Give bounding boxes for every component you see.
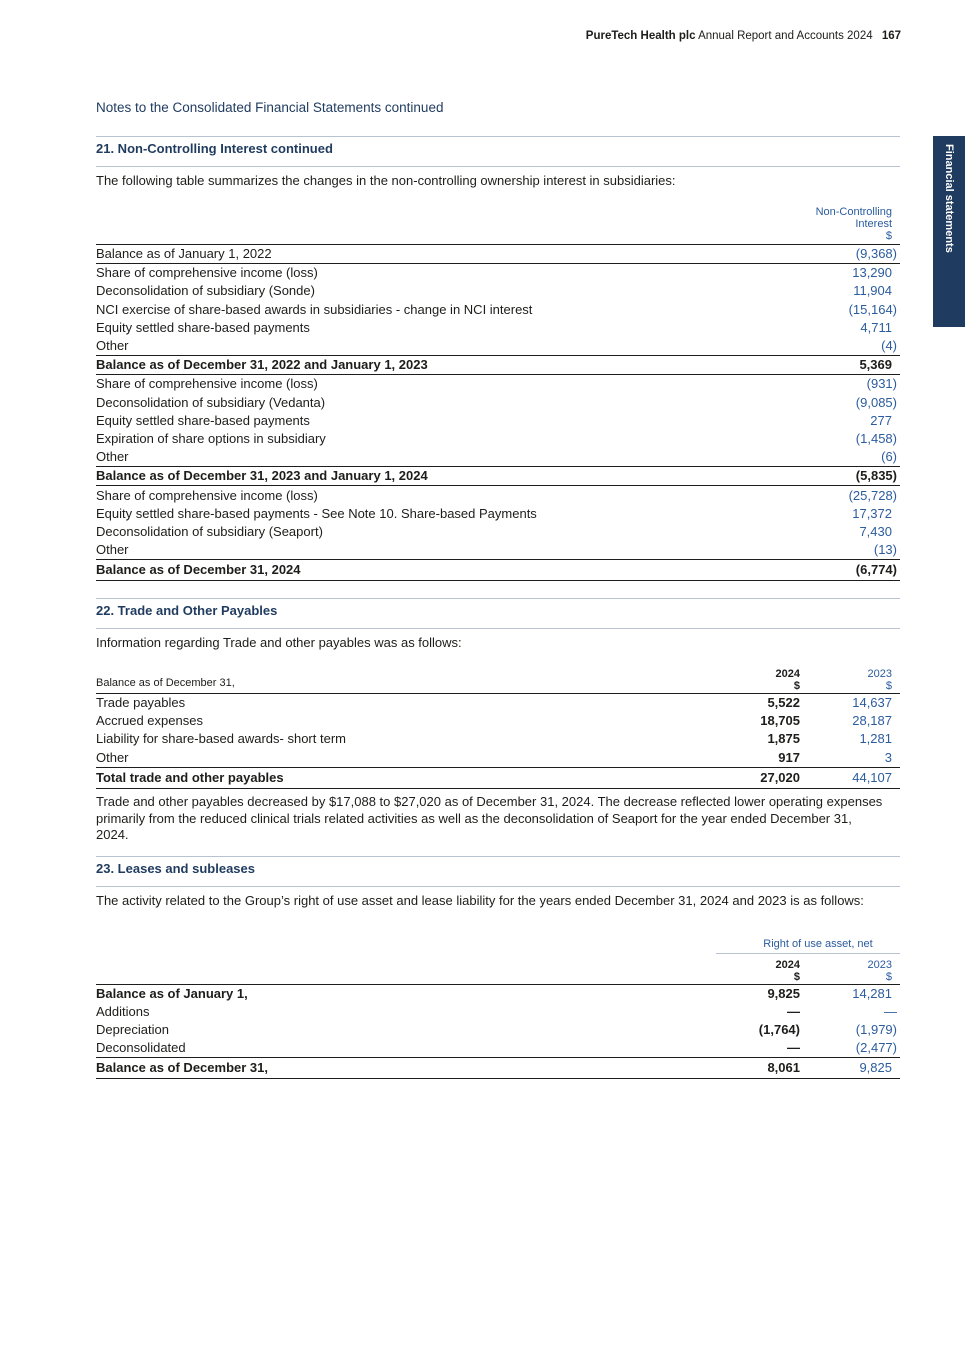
section-21-heading: 21. Non-Controlling Interest continued xyxy=(96,136,900,167)
nci-col-header-unit: $ xyxy=(885,230,892,242)
section-22-heading: 22. Trade and Other Payables xyxy=(96,598,900,629)
nci-table xyxy=(96,202,900,581)
table-row: Balance as of January 1, 2022 (9,368) xyxy=(96,245,900,264)
payables-paragraph: Trade and other payables decreased by $17,088 to $27,020 as of December 31, 2024. The decrease reflected lower operating expenses primarily from the reduced clinical trials related activities as well as the deconsolidation of Seaport for the year ended December 31, 2024. xyxy=(96,794,883,842)
side-tab-label: Financial statements xyxy=(943,144,955,253)
payables-col-2024: 2024 xyxy=(775,668,800,680)
table-row: Other (4) xyxy=(96,338,897,354)
payables-table xyxy=(96,664,900,789)
table-row-subtotal: Balance as of December 31, 2022 and January 1, 2023 5,369 xyxy=(96,356,900,375)
table-row-subtotal: Balance as of December 31, 2023 and January 1, 2024 (5,835) xyxy=(96,467,900,486)
table-row: Accrued expenses 18,705 28,187 xyxy=(96,713,892,729)
leases-col-2023-unit: $ xyxy=(885,970,892,983)
table-row: Deconsolidation of subsidiary (Sonde) 11,904 xyxy=(96,283,892,299)
payables-col-2023-unit: $ xyxy=(885,680,892,692)
table-row: Share of comprehensive income (loss) 13,290 xyxy=(96,264,900,283)
leases-col-2023: 2023 xyxy=(867,958,892,971)
nci-table-header xyxy=(96,202,900,245)
table-row: Expiration of share options in subsidiary (1,458) xyxy=(96,430,897,446)
section-23-heading: 23. Leases and subleases xyxy=(96,856,900,887)
section-21-intro: The following table summarizes the changes in the non-controlling ownership interest in subsidiaries: xyxy=(96,173,676,188)
leases-group-header-row xyxy=(96,936,900,953)
table-row: Other (6) xyxy=(96,449,897,465)
section-23-intro: The activity related to the Group’s right of use asset and lease liability for the years ended December 31, 2024 and 2023 is as follows: xyxy=(96,893,864,908)
table-row: Equity settled share-based payments 277 xyxy=(96,412,892,428)
table-row: Share of comprehensive income (loss) (931) xyxy=(96,376,897,392)
payables-col-2024-unit: $ xyxy=(793,680,800,692)
section-22-intro: Information regarding Trade and other payables was as follows: xyxy=(96,635,462,650)
table-row-total: Balance as of December 31, 2024 (6,774) xyxy=(96,560,900,581)
report-title: Annual Report and Accounts 2024 xyxy=(698,30,873,42)
company-name: PureTech Health plc xyxy=(585,30,696,42)
table-row: Share of comprehensive income (loss) (25,728) xyxy=(96,487,897,503)
leases-col-2024: 2024 xyxy=(775,958,800,971)
table-row: Balance as of January 1, 9,825 14,281 xyxy=(96,985,892,1001)
table-row-total: Total trade and other payables 27,020 44,107 xyxy=(96,767,900,788)
page-number: 167 xyxy=(881,30,901,42)
payables-col-2023: 2023 xyxy=(867,668,892,680)
table-row: Depreciation (1,764) (1,979) xyxy=(96,1021,897,1037)
payables-table-header xyxy=(96,664,900,694)
leases-group-header: Right of use asset, net xyxy=(716,936,900,953)
table-row: Additions — — xyxy=(96,1003,897,1019)
table-row-total: Balance as of December 31, 8,061 9,825 xyxy=(96,1058,900,1079)
leases-col-2024-unit: $ xyxy=(793,970,800,983)
section-side-tab[interactable] xyxy=(933,136,965,327)
table-row: Equity settled share-based payments 4,711 xyxy=(96,319,892,335)
table-row: Equity settled share-based payments - See Note 10. Share-based Payments 17,372 xyxy=(96,505,892,521)
notes-title: Notes to the Consolidated Financial Statements continued xyxy=(96,100,444,115)
table-row: Other 917 3 xyxy=(96,749,892,765)
table-row: Trade payables 5,522 14,637 xyxy=(96,695,892,711)
table-row: Liability for share-based awards- short term 1,875 1,281 xyxy=(96,731,892,747)
table-row: Deconsolidated — (2,477) xyxy=(96,1040,897,1056)
leases-table-header xyxy=(96,953,900,984)
page-header xyxy=(586,30,901,42)
nci-col-header-line1: Non-Controlling xyxy=(815,206,892,218)
leases-table xyxy=(96,936,900,1079)
nci-col-header-line2: Interest xyxy=(855,218,892,230)
payables-row-header: Balance as of December 31, xyxy=(96,664,716,694)
table-row: Deconsolidation of subsidiary (Seaport) 7,430 xyxy=(96,523,892,539)
table-row: Other (13) xyxy=(96,542,897,558)
table-row: NCI exercise of share-based awards in subsidiaries - change in NCI interest (15,164) xyxy=(96,301,897,317)
table-row: Deconsolidation of subsidiary (Vedanta) (9,085) xyxy=(96,394,897,410)
